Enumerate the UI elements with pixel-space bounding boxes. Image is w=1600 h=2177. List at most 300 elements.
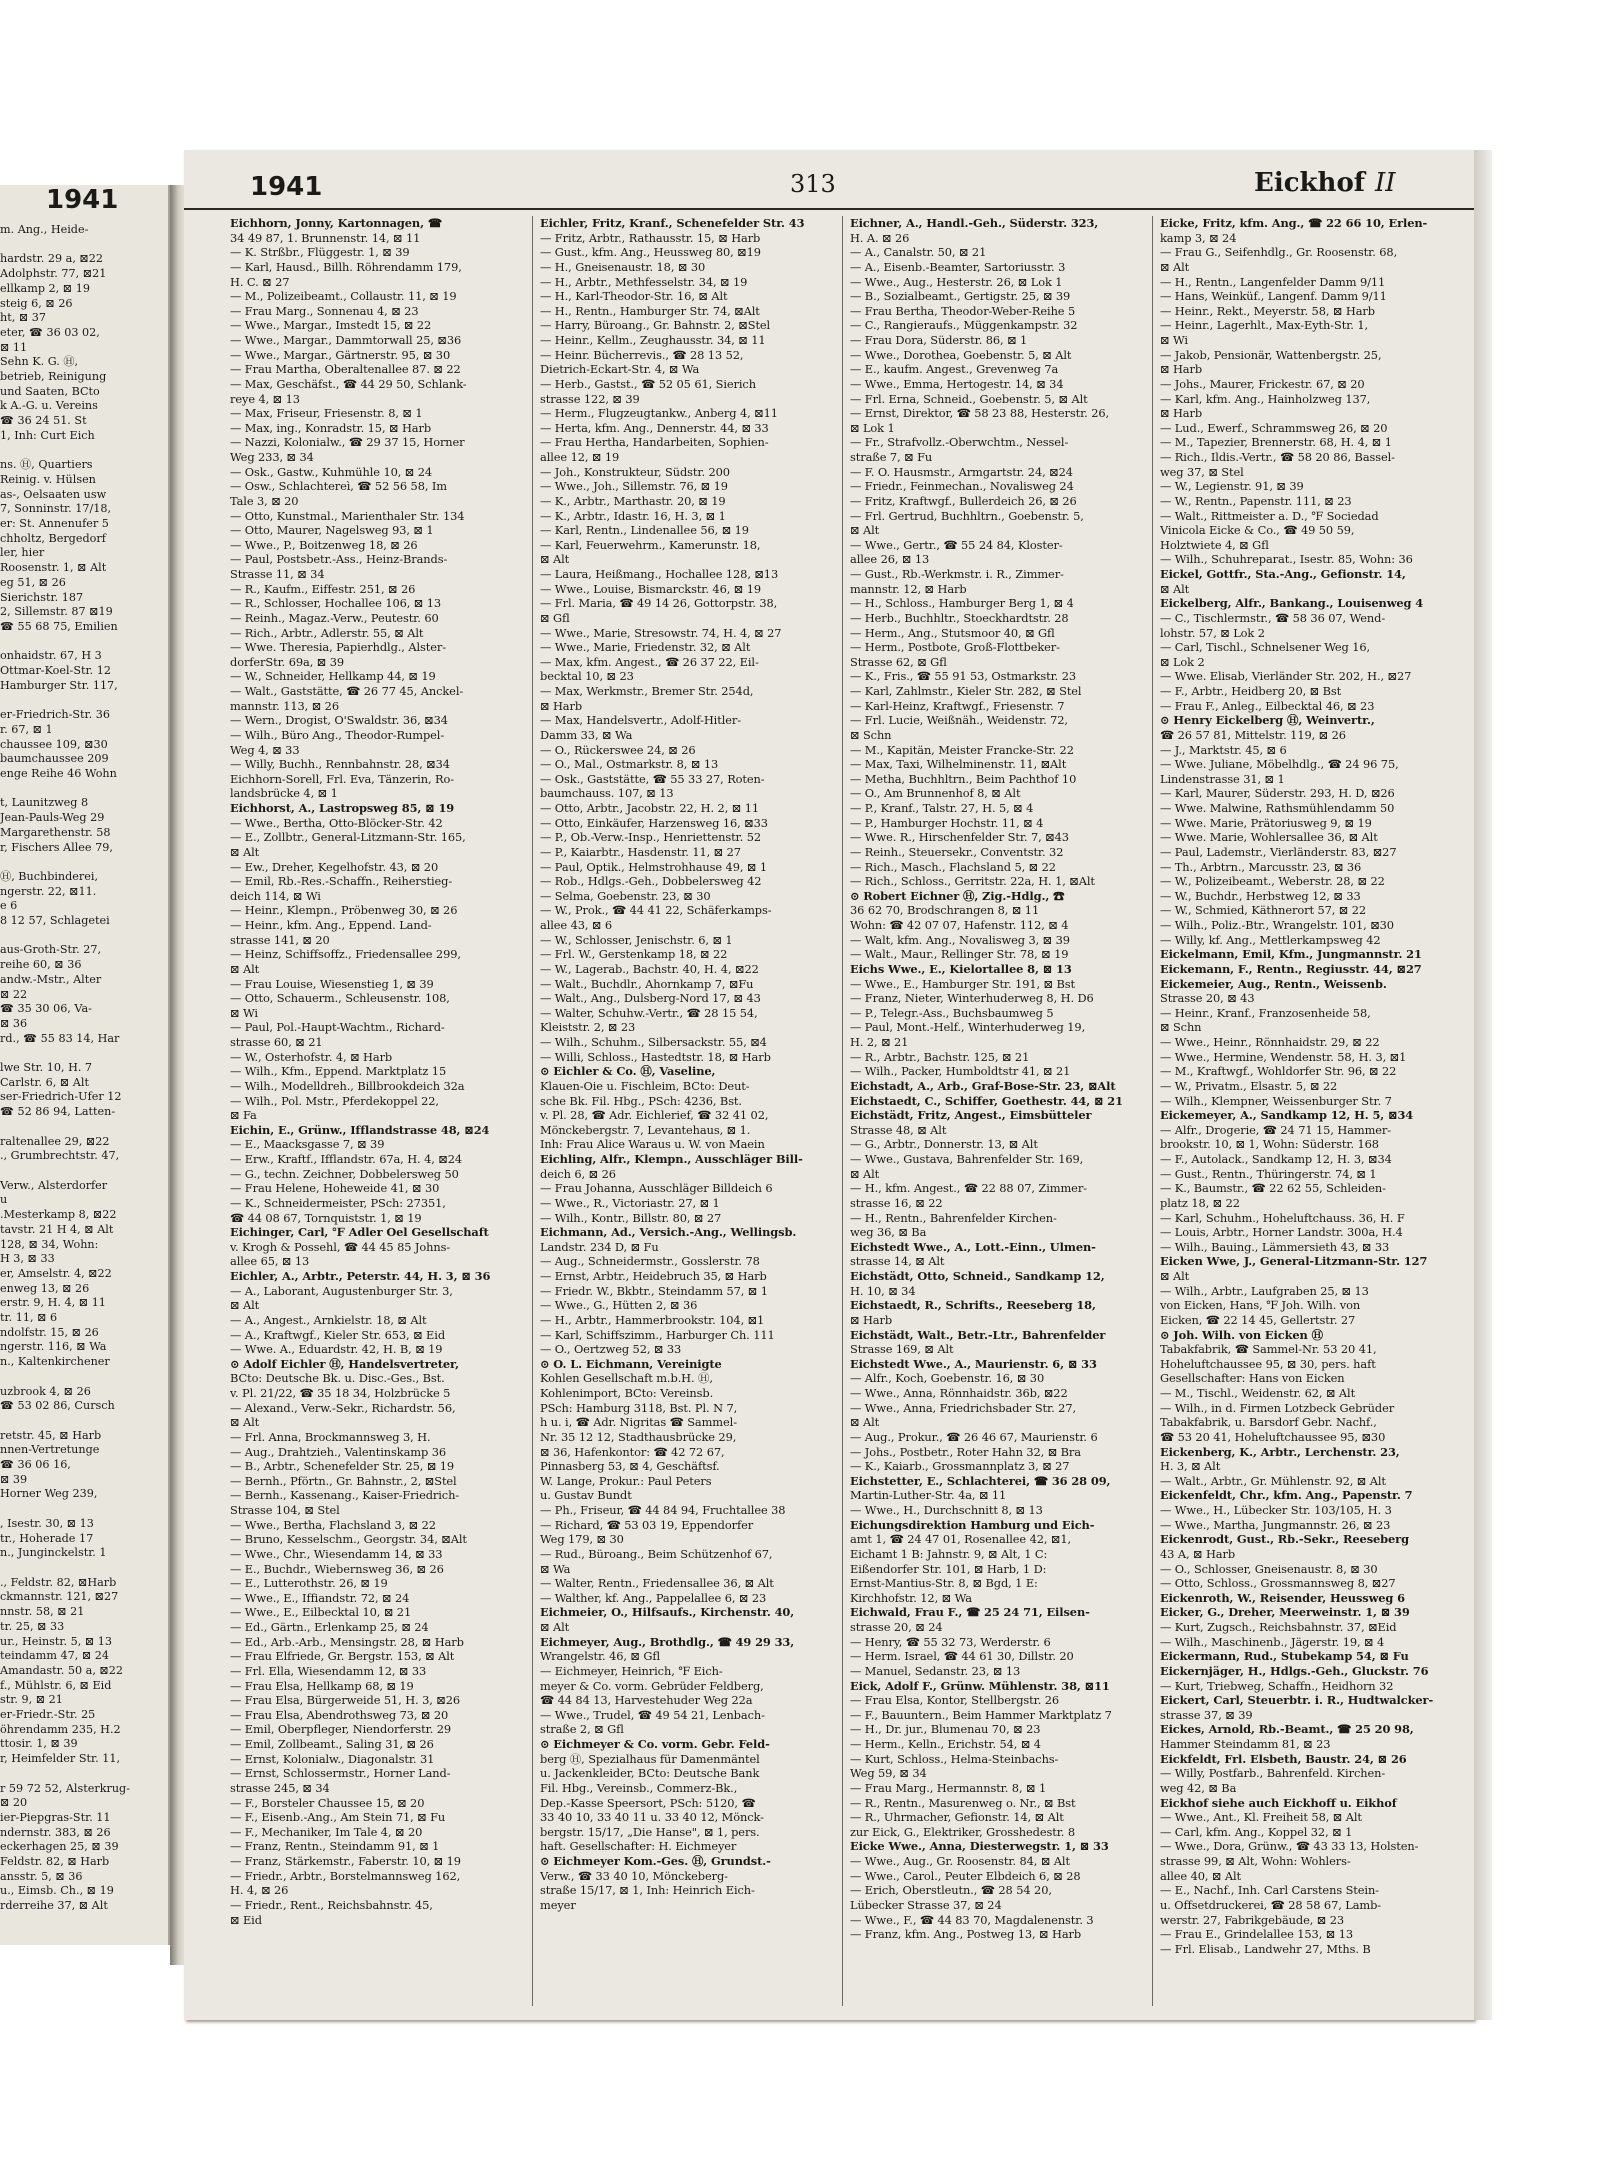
left-page-line: Feldstr. 82, ⊠ Harb (0, 1855, 110, 1869)
directory-entry-line: — M., Polizeibeamt., Collaustr. 11, ⊠ 19 (230, 289, 457, 304)
directory-entry-line: — Frau Louise, Wiesenstieg 1, ⊠ 39 (230, 976, 434, 991)
directory-entry-line: strasse 141, ⊠ 20 (230, 932, 330, 947)
directory-entry-line: — Heinr., kfm. Ang., Eppend. Land- (230, 918, 432, 932)
left-page-line: 128, ⊠ 34, Wohn: (0, 1237, 99, 1251)
directory-entry-line: — Walt., Maur., Rellinger Str. 78, ⊠ 19 (850, 947, 1069, 962)
left-page-line (0, 1370, 166, 1385)
directory-entry-line: — Frau G., Seifenhdlg., Gr. Roosenstr. 68, (1160, 245, 1398, 260)
directory-entry-line: Eickelmann, Emil, Kfm., Jungmannstr. 21 (1160, 947, 1422, 962)
directory-entry-line: ⊠ Gfl (540, 610, 570, 625)
directory-entry-line: — Wwe. Malwine, Rathsmühlendamm 50 (1160, 801, 1395, 815)
directory-entry-line: bergstr. 15/17, „Die Hanse", ⊠ 1, pers. (540, 1824, 760, 1839)
left-page-line: er-Friedrich-Str. 36 (0, 708, 111, 722)
directory-entry-line: — A., Kraftwgf., Kieler Str. 653, ⊠ Eid (230, 1327, 446, 1342)
left-page-line: hardstr. 29 a, ⊠22 (0, 252, 104, 266)
left-page-line: Horner Weg 239, (0, 1487, 98, 1501)
directory-entry-line: Kohlenimport, BCto: Vereinsb. (540, 1386, 714, 1400)
directory-entry-line: ⊙ Adolf Eichler Ⓗ, Handelsvertreter, (230, 1356, 459, 1371)
left-page-line (0, 1120, 166, 1135)
directory-entry-line: — Otto, Maurer, Nagelsweg 93, ⊠ 1 (230, 523, 434, 538)
directory-page (184, 150, 1474, 2020)
left-page-line: tr., Hoherade 17 (0, 1531, 94, 1545)
directory-entry-line: Dep.-Kasse Speersort, PSch: 5120, ☎ (540, 1795, 756, 1810)
directory-entry-line: Eickel, Gottfr., Sta.-Ang., Gefionstr. 14, (1160, 567, 1406, 581)
directory-entry-line: Lübecker Strasse 37, ⊠ 24 (850, 1897, 1002, 1912)
left-page-line: ⊠ 20 (0, 1796, 28, 1810)
directory-entry-line: — Herb., Buchhltr., Stoeckhardtstr. 28 (850, 610, 1069, 625)
directory-entry-line: ⊠ Alt (1160, 581, 1190, 596)
left-page-line: tr. 25, ⊠ 33 (0, 1619, 65, 1633)
directory-entry-line: — Wwe., E., Eilbecktal 10, ⊠ 21 (230, 1605, 412, 1620)
directory-entry-line: — R., Uhrmacher, Gefionstr. 14, ⊠ Alt (850, 1810, 1064, 1825)
directory-entry-line: — Wwe., Joh., Sillemstr. 76, ⊠ 19 (540, 479, 728, 494)
directory-entry-line: — Wwe., E., Hamburger Str. 191, ⊠ Bst (850, 976, 1076, 991)
directory-entry-line: — Wwe., Louise, Bismarckstr. 46, ⊠ 19 (540, 581, 762, 596)
directory-entry-line: — Wwe. Marie, Prätoriusweg 9, ⊠ 19 (1160, 815, 1372, 830)
directory-entry-line: — Wwe. Elisab, Vierländer Str. 202, H., ⊠27 (1160, 669, 1412, 684)
directory-entry-line: — Frau F., Anleg., Eilbecktal 46, ⊠ 23 (1160, 698, 1375, 713)
directory-entry-line: — Wilh., in d. Firmen Lotzbeck Gebrüder (1160, 1400, 1395, 1415)
directory-entry-line: — Otto, Kunstmal., Marienthaler Str. 134 (230, 508, 465, 523)
directory-entry-line: — Walter, Rentn., Friedensallee 36, ⊠ Alt (540, 1576, 774, 1591)
directory-entry-line: — Fr., Strafvollz.-Oberwchtm., Nessel- (850, 435, 1069, 450)
directory-entry-line: — Wwe., F., ☎ 44 83 70, Magdalenenstr. 3 (850, 1912, 1094, 1927)
directory-entry-line: — Heinr., Lagerhlt., Max-Eyth-Str. 1, (1160, 318, 1368, 333)
page-header (184, 150, 1474, 210)
directory-entry-line: ⊠ Harb (850, 1312, 893, 1327)
directory-entry-line: ⊠ Alt (230, 961, 260, 976)
directory-entry-line: — Max, ing., Konradstr. 15, ⊠ Harb (230, 420, 432, 435)
directory-entry-line: v. Krogh & Possehl, ☎ 44 45 85 Johns- (230, 1239, 451, 1254)
directory-entry-line: — F., Mechaniker, Im Tale 4, ⊠ 20 (230, 1824, 423, 1839)
directory-entry-line: — Lud., Ewerf., Schrammsweg 26, ⊠ 20 (1160, 420, 1388, 435)
directory-entry-line: — Frl. W., Gerstenkamp 18, ⊠ 22 (540, 947, 728, 962)
column-divider (532, 216, 533, 2006)
directory-entry-line: Wrangelstr. 46, ⊠ Gfl (540, 1649, 661, 1664)
directory-entry-line: Nr. 35 12 12, Stadthausbrücke 29, (540, 1429, 737, 1444)
directory-entry-line: — M., Kraftwgf., Wohldorfer Str. 96, ⊠ 22 (1160, 1064, 1397, 1079)
directory-entry-line: — O., Oertzweg 52, ⊠ 33 (540, 1342, 682, 1357)
directory-entry-line: — P., Kranf., Talstr. 27, H. 5, ⊠ 4 (850, 801, 1034, 815)
directory-entry-line: — Louis, Arbtr., Horner Landstr. 300a, H.4 (1160, 1225, 1403, 1240)
directory-entry-line: — Osw., Schlachtereì, ☎ 52 56 58, Im (230, 479, 447, 494)
directory-entry-line: ☎ 44 84 13, Harvestehuder Weg 22a (540, 1693, 753, 1708)
directory-entry-line: — Wwe., Martha, Jungmannstr. 26, ⊠ 23 (1160, 1517, 1391, 1532)
directory-entry-line: — Reinh., Magaz.-Verw., Peutestr. 60 (230, 610, 439, 625)
directory-entry-line: — Johs., Postbetr., Roter Hahn 32, ⊠ Bra (850, 1444, 1081, 1459)
directory-entry-line: Eickemeyer, A., Sandkamp 12, H. 5, ⊠34 (1160, 1108, 1414, 1123)
directory-entry-line: Kleiststr. 2, ⊠ 23 (540, 1020, 636, 1035)
directory-entry-line: — W., Schlosser, Jenischstr. 6, ⊠ 1 (540, 932, 733, 947)
left-page-line: nnen-Vertretunge (0, 1443, 100, 1457)
directory-entry-line: 36 62 70, Brodschrangen 8, ⊠ 11 (850, 903, 1040, 918)
directory-entry-line: Fil. Hbg., Vereinsb., Commerz-Bk., (540, 1780, 738, 1795)
directory-entry-line: landsbrücke 4, ⊠ 1 (230, 786, 338, 801)
directory-entry-line: — K., Arbtr., Marthastr. 20, ⊠ 19 (540, 493, 726, 508)
directory-entry-line: — Max, Werkmstr., Bremer Str. 254d, (540, 684, 754, 698)
directory-entry-line: meyer & Co. vorm. Gebrüder Feldberg, (540, 1678, 764, 1693)
directory-entry-line: ⊙ Robert Eichner Ⓗ, Zig.-Hdlg., ☎ (850, 888, 1065, 903)
left-page-line: Jean-Pauls-Weg 29 (0, 811, 105, 825)
directory-entry-line: — Wwe., H., Durchschnitt 8, ⊠ 13 (850, 1503, 1043, 1517)
directory-entry-line: — Paul, Lademstr., Vierländerstr. 83, ⊠27 (1160, 844, 1397, 859)
left-page-line: chholtz, Bergedorf (0, 531, 106, 545)
directory-entry-line: — Ernst, Schlossermstr., Horner Land- (230, 1766, 451, 1781)
left-page-line (0, 1767, 166, 1782)
directory-entry-line: Eichamt 1 B: Jahnstr. 9, ⊠ Alt, 1 C: (850, 1546, 1048, 1561)
directory-entry-line: ⊠ Alt (850, 1415, 880, 1430)
directory-entry-line: ⊙ Eichmeyer Kom.-Ges. Ⓗ, Grundst.- (540, 1854, 771, 1868)
directory-entry-line: Strasse 48, ⊠ Alt (850, 1122, 947, 1137)
left-page-line (0, 694, 166, 709)
left-page-line: ser-Friedrich-Ufer 12 (0, 1090, 122, 1104)
directory-entry-line: — W., Rentn., Papenstr. 111, ⊠ 23 (1160, 493, 1352, 508)
directory-entry-line: — Paul, Optik., Helmstrohhause 49, ⊠ 1 (540, 859, 767, 874)
directory-entry-line: — Heinr., Kranf., Franzosenheide 58, (1160, 1005, 1371, 1020)
left-page-line: aus-Groth-Str. 27, (0, 943, 102, 957)
directory-entry-line: Lindenstrasse 31, ⊠ 1 (1160, 771, 1285, 786)
directory-entry-line: — Laura, Heißmang., Hochallee 128, ⊠13 (540, 567, 779, 581)
left-page-line: ndolfstr. 15, ⊠ 26 (0, 1325, 99, 1339)
directory-entry-line: ⊙ Eichmeyer & Co. vorm. Gebr. Feld- (540, 1737, 770, 1751)
left-page-line: ☎ 35 30 06, Va- (0, 1002, 92, 1016)
directory-entry-line: Eichstaedt, R., Schrifts., Reeseberg 18, (850, 1298, 1096, 1313)
directory-entry-line: — Ew., Dreher, Kegelhofstr. 43, ⊠ 20 (230, 859, 439, 874)
directory-entry-line: Eickhof siehe auch Eickhoff u. Eikhof (1160, 1795, 1397, 1810)
directory-entry-line: — Wilh., Poliz.-Btr., Wrangelstr. 101, ⊠30 (1160, 918, 1394, 932)
directory-entry-line: — Herm., Ang., Stutsmoor 40, ⊠ Gfl (850, 625, 1055, 640)
directory-entry-line: straße 15/17, ⊠ 1, Inh: Heinrich Eich- (540, 1883, 755, 1898)
left-page-line: ckmannstr. 121, ⊠27 (0, 1590, 119, 1604)
directory-entry-line: ⊠ Alt (1160, 1269, 1190, 1283)
directory-entry-line: — Frau Elsa, Bürgerweide 51, H. 3, ⊠26 (230, 1693, 460, 1708)
left-page-line: Verw., Alsterdorfer (0, 1178, 108, 1192)
directory-entry-line: — Ed., Arb.-Arb., Mensingstr. 28, ⊠ Harb (230, 1634, 464, 1649)
directory-entry-line: Strasse 169, ⊠ Alt (850, 1342, 954, 1357)
directory-entry-line: Eichhorst, A., Lastropsweg 85, ⊠ 19 (230, 801, 455, 815)
left-page-line: enweg 13, ⊠ 26 (0, 1281, 90, 1295)
left-page-line (0, 444, 166, 459)
directory-entry-line: — R., Schlosser, Hochallee 106, ⊠ 13 (230, 596, 442, 611)
directory-entry-line: — Walt., Buchdlr., Ahornkamp 7, ⊠Fu (540, 976, 754, 991)
directory-column-4 (1160, 216, 1456, 1996)
directory-entry-line: u. Gustav Bundt (540, 1488, 632, 1503)
directory-entry-line: — H., Dr. jur., Blumenau 70, ⊠ 23 (850, 1722, 1041, 1737)
directory-entry-line: — Max, Handelsvertr., Adolf-Hitler- (540, 713, 741, 728)
directory-entry-line: — Paul, Mont.-Helf., Winterhuderweg 19, (850, 1020, 1086, 1035)
left-page-year: 1941 (46, 185, 119, 215)
directory-entry-line: Eichstedt Wwe., A., Maurienstr. 6, ⊠ 33 (850, 1356, 1097, 1371)
left-page-line: uzbrook 4, ⊠ 26 (0, 1384, 91, 1398)
directory-entry-line: H. C. ⊠ 27 (230, 274, 290, 289)
directory-entry-line: allee 43, ⊠ 6 (540, 918, 613, 932)
directory-entry-line: — Wilh., Bauing., Lämmersieth 43, ⊠ 33 (1160, 1239, 1390, 1254)
left-page-line: tr. 11, ⊠ 6 (0, 1311, 58, 1325)
directory-entry-line: Weg 4, ⊠ 33 (230, 742, 300, 757)
directory-entry-line: — Friedr., Feinmechan., Novalisweg 24 (850, 479, 1074, 494)
directory-entry-line: — Nazzi, Kolonialw., ☎ 29 37 15, Horner (230, 435, 465, 450)
directory-entry-line: v. Pl. 21/22, ☎ 35 18 34, Holzbrücke 5 (230, 1386, 451, 1400)
directory-entry-line: — W., Polizeibeamt., Weberstr. 28, ⊠ 22 (1160, 874, 1385, 889)
directory-entry-line: Eichstädt, Fritz, Angest., Eimsbütteler (850, 1108, 1092, 1123)
directory-entry-line: — Th., Arbtrn., Marcusstr. 23, ⊠ 36 (1160, 859, 1362, 874)
directory-entry-line: strasse 60, ⊠ 21 (230, 1035, 323, 1049)
left-page-line: r, Fischers Allee 79, (0, 840, 113, 854)
directory-entry-line: — Wwe., H., Lübecker Str. 103/105, H. 3 (1160, 1503, 1392, 1517)
directory-entry-line: — Wern., Drogist, O'Swaldstr. 36, ⊠34 (230, 713, 448, 728)
directory-entry-line: — E., Maacksgasse 7, ⊠ 39 (230, 1137, 385, 1152)
left-page-line: ler, hier (0, 546, 45, 560)
directory-entry-line: — Frau Elsa, Kontor, Stellbergstr. 26 (850, 1693, 1060, 1708)
directory-entry-line: — Emil, Oberpfleger, Niendorferstr. 29 (230, 1722, 452, 1737)
column-divider (1152, 216, 1153, 2006)
directory-entry-line: ⊠ Alt (540, 552, 570, 567)
directory-entry-line: Holztwiete 4, ⊠ Gfl (1160, 537, 1269, 552)
directory-entry-line: — Wilh., Büro Ang., Theodor-Rumpel- (230, 727, 445, 742)
directory-entry-line: — M., Tischl., Weidenstr. 62, ⊠ Alt (1160, 1386, 1356, 1400)
directory-entry-line: — Herb., Gastst., ☎ 52 05 61, Sierich (540, 376, 756, 391)
left-page-line: ttosir. 1, ⊠ 39 (0, 1737, 78, 1751)
directory-entry-line: — Walther, kf. Ang., Pappelallee 6, ⊠ 23 (540, 1590, 767, 1605)
directory-entry-line: Verw., ☎ 33 40 10, Mönckeberg- (540, 1868, 728, 1883)
directory-entry-line: deich 114, ⊠ Wi (230, 888, 321, 903)
directory-entry-line: becktal 10, ⊠ 23 (540, 669, 634, 684)
directory-entry-line: — Wilh., Modelldreh., Billbrookdeich 32a (230, 1078, 465, 1093)
directory-entry-line: ⊠ Harb (1160, 406, 1203, 421)
directory-entry-line: — Frau Helene, Hoheweide 41, ⊠ 30 (230, 1181, 440, 1196)
directory-entry-line: — Alfr., Koch, Goebenstr. 16, ⊠ 30 (850, 1371, 1045, 1386)
left-page-line: eg 51, ⊠ 26 (0, 575, 66, 589)
directory-entry-line: — Jakob, Pensionär, Wattenbergstr. 25, (1160, 347, 1382, 362)
directory-entry-line: — Karl, kfm. Ang., Hainholzweg 137, (1160, 391, 1371, 406)
left-page-line: 8 12 57, Schlagetei (0, 914, 110, 928)
directory-entry-line: Eickenrodt, Gust., Rb.-Sekr., Reeseberg (1160, 1532, 1409, 1547)
directory-entry-line: Kohlen Gesellschaft m.b.H. Ⓗ, (540, 1371, 713, 1386)
directory-entry-line: — F., Bauuntern., Beim Hammer Marktplatz 7 (850, 1707, 1112, 1722)
directory-entry-line: — Fritz, Kraftwgf., Bullerdeich 26, ⊠ 26 (850, 493, 1077, 508)
directory-entry-line: — F., Borsteler Chaussee 15, ⊠ 20 (230, 1795, 425, 1810)
left-page-line: ☎ 36 06 16, (0, 1458, 71, 1472)
directory-entry-line: ⊠ Eid (230, 1912, 262, 1927)
left-page-line: 1, Inh: Curt Eich (0, 428, 95, 442)
directory-entry-line: — Herm., Postbote, Groß-Flottbeker- (850, 640, 1060, 655)
directory-entry-line: — H., Rentn., Langenfelder Damm 9/11 (1160, 274, 1386, 289)
directory-entry-line: — Aug., Schneidermstr., Gosslerstr. 78 (540, 1254, 760, 1269)
left-page-line: u., Eimsb. Ch., ⊠ 19 (0, 1884, 114, 1898)
directory-entry-line: ⊠ Alt (1160, 259, 1190, 274)
directory-entry-line: — R., Arbtr., Bachstr. 125, ⊠ 21 (850, 1049, 1030, 1064)
directory-entry-line: Vinicola Eicke & Co., ☎ 49 50 59, (1160, 523, 1355, 538)
directory-entry-line: — Karl-Heinz, Kraftwgf., Friesenstr. 7 (850, 698, 1065, 713)
directory-entry-line: — Wilh., Kontr., Billstr. 80, ⊠ 27 (540, 1210, 722, 1225)
directory-entry-line: straße 7, ⊠ Fu (850, 450, 933, 464)
directory-entry-line: — Ed., Gärtn., Erlenkamp 25, ⊠ 24 (230, 1620, 429, 1634)
directory-entry-line: — Wwe., Anna, Rönnhaidstr. 36b, ⊠22 (850, 1386, 1068, 1400)
directory-entry-line: — Gust., kfm. Ang., Heussweg 80, ⊠19 (540, 245, 761, 260)
directory-entry-line: — Frau Elsa, Abendrothsweg 73, ⊠ 20 (230, 1707, 449, 1722)
directory-entry-line: — F., Arbtr., Heidberg 20, ⊠ Bst (1160, 684, 1342, 698)
directory-entry-line: — Wilh., Packer, Humboldtstr 41, ⊠ 21 (850, 1064, 1071, 1079)
directory-entry-line: ⊠ Alt (850, 1166, 880, 1181)
directory-entry-line: — R., Rentn., Masurenweg o. Nr., ⊠ Bst (850, 1795, 1076, 1810)
directory-entry-line: — Wwe., Margar., Dammtorwall 25, ⊠36 (230, 333, 462, 347)
directory-entry-line: — Wwe. R., Hirschenfelder Str. 7, ⊠43 (850, 830, 1069, 845)
left-page-line: n., Kaltenkirchener (0, 1355, 110, 1369)
left-page-line: 7, Sonninstr. 17/18, (0, 502, 112, 516)
directory-entry-line: ⊠ Fa (230, 1108, 257, 1123)
directory-entry-line: — Wwe., Gustava, Bahrenfelder Str. 169, (850, 1152, 1084, 1166)
directory-entry-line: — Frau Dora, Süderstr. 86, ⊠ 1 (850, 333, 1028, 347)
left-page-line: ☎ 36 24 51. St (0, 414, 87, 428)
left-page-line: ellkamp 2, ⊠ 19 (0, 281, 90, 295)
directory-entry-line: — K., Fris., ☎ 55 91 53, Ostmarkstr. 23 (850, 669, 1077, 684)
directory-entry-line: — Wwe., R., Victoriastr. 27, ⊠ 1 (540, 1195, 720, 1210)
left-page-line: enge Reihe 46 Wohn (0, 767, 117, 781)
directory-entry-line: Tale 3, ⊠ 20 (230, 493, 299, 508)
directory-entry-line: — W., Prok., ☎ 44 41 22, Schäferkamps- (540, 903, 772, 918)
left-page-line (0, 929, 166, 944)
directory-entry-line: ⊠ 36, Hafenkontor: ☎ 42 72 67, (540, 1444, 725, 1459)
directory-entry-line: — Rich., Masch., Flachsland 5, ⊠ 22 (850, 859, 1056, 874)
left-page-text (0, 223, 166, 1914)
directory-entry-line: werstr. 27, Fabrikgebäude, ⊠ 23 (1160, 1912, 1345, 1927)
left-page-line: k A.-G. u. Vereins (0, 399, 98, 413)
directory-entry-line: — A., Eisenb.-Beamter, Sartoriusstr. 3 (850, 259, 1066, 274)
directory-entry-line: — Wwe. Juliane, Möbelhdlg., ☎ 24 96 75, (1160, 757, 1399, 772)
directory-entry-line: — Rich., Ildis.-Vertr., ☎ 58 20 86, Bassel- (1160, 450, 1395, 464)
directory-entry-line: — Aug., Prokur., ☎ 26 46 67, Maurienstr. 6 (850, 1429, 1098, 1444)
directory-entry-line: — Wwe., P., Boitzenweg 18, ⊠ 26 (230, 537, 418, 552)
directory-entry-line: ⊠ Harb (540, 698, 583, 713)
directory-entry-line: — Willy, Postfarb., Bahrenfeld. Kirchen- (1160, 1766, 1386, 1781)
directory-entry-line: H. 10, ⊠ 34 (850, 1283, 916, 1298)
directory-entry-line: — K. Strßbr., Flüggestr. 1, ⊠ 39 (230, 245, 410, 260)
directory-entry-line: — A., Angest., Arnkielstr. 18, ⊠ Alt (230, 1312, 427, 1327)
directory-entry-line: — Wwe., Marie, Friedenstr. 32, ⊠ Alt (540, 640, 751, 655)
directory-entry-line: — Friedr. W., Bkbtr., Steindamm 57, ⊠ 1 (540, 1283, 768, 1298)
directory-entry-line: ⊙ Henry Eickelberg Ⓗ, Weinvertr., (1160, 713, 1375, 728)
directory-entry-line: Wohn: ☎ 42 07 07, Hafenstr. 112, ⊠ 4 (850, 918, 1069, 932)
directory-entry-line: — Osk., Gastw., Kuhmühle 10, ⊠ 24 (230, 464, 433, 479)
directory-entry-line: BCto: Deutsche Bk. u. Disc.-Ges., Bst. (230, 1371, 445, 1386)
directory-entry-line: — P., Telegr.-Ass., Buchsbaumweg 5 (850, 1005, 1054, 1020)
directory-entry-line: — R., Kaufm., Eiffestr. 251, ⊠ 26 (230, 581, 416, 596)
directory-entry-line: — W., Schneider, Hellkamp 44, ⊠ 19 (230, 669, 436, 684)
directory-entry-line: amt 1, ☎ 24 47 01, Rosenallee 42, ⊠1, (850, 1532, 1072, 1547)
directory-entry-line: Eichling, Alfr., Klempn., Ausschläger Bill- (540, 1152, 803, 1166)
directory-entry-line: Eichstadt, A., Arb., Graf-Bose-Str. 23, ⊠Alt (850, 1078, 1116, 1093)
directory-entry-line: — Karl, Zahlmstr., Kieler Str. 282, ⊠ Stel (850, 684, 1082, 698)
directory-entry-line: — E., Zollbtr., General-Litzmann-Str. 165, (230, 830, 466, 845)
directory-entry-line: strasse 37, ⊠ 39 (1160, 1707, 1253, 1722)
directory-entry-line: — C., Rangieraufs., Müggenkampstr. 32 (850, 318, 1078, 333)
directory-entry-line: Weg 179, ⊠ 30 (540, 1532, 624, 1547)
book-gutter (170, 185, 184, 1965)
directory-entry-line: Eicken, ☎ 22 14 45, Gellertstr. 27 (1160, 1312, 1356, 1327)
left-page-line: ns. Ⓗ, Quartiers (0, 458, 93, 472)
left-page-line: 2, Sillemstr. 87 ⊠19 (0, 605, 113, 619)
directory-entry-line: ⊙ Eichler & Co. Ⓗ, Vaseline, (540, 1064, 716, 1079)
directory-entry-line: dorferStr. 69a, ⊠ 39 (230, 654, 344, 669)
directory-entry-line: Eichwald, Frau F., ☎ 25 24 71, Eilsen- (850, 1605, 1090, 1620)
directory-entry-line: ☎ 26 57 81, Mittelstr. 119, ⊠ 26 (1160, 727, 1346, 742)
directory-entry-line: — K., Kaiarb., Grossmannplatz 3, ⊠ 27 (850, 1459, 1070, 1474)
directory-entry-line: strasse 14, ⊠ Alt (850, 1254, 945, 1269)
directory-entry-line: — Heinr., Klempn., Pröbenweg 30, ⊠ 26 (230, 903, 458, 918)
directory-entry-line: — Frl. Maria, ☎ 49 14 26, Gottorpstr. 38, (540, 596, 778, 611)
left-page-line: f., Mühlstr. 6, ⊠ Eid (0, 1678, 112, 1692)
directory-entry-line: Eißendorfer Str. 101, ⊠ Harb, 1 D: (850, 1561, 1047, 1576)
directory-entry-line: — M., Kapitän, Meister Francke-Str. 22 (850, 742, 1074, 757)
directory-entry-line: Eickemeier, Aug., Rentn., Weissenb. (1160, 976, 1387, 991)
directory-entry-line: — Wilh., Schuhm., Silbersackstr. 55, ⊠4 (540, 1035, 767, 1049)
directory-entry-line: — Karl, Schiffszimm., Harburger Ch. 111 (540, 1327, 775, 1342)
directory-entry-line: — Wwe., Emma, Hertogestr. 14, ⊠ 34 (850, 376, 1064, 391)
left-page-line: er-Friedr.-Str. 25 (0, 1708, 96, 1722)
directory-entry-line: Eichmeier, O., Hilfsaufs., Kirchenstr. 40, (540, 1605, 795, 1620)
directory-entry-line: — Gust., Rentn., Thüringerstr. 74, ⊠ 1 (1160, 1166, 1377, 1181)
directory-entry-line: Eickemann, F., Rentn., Regiusstr. 44, ⊠27 (1160, 961, 1422, 976)
directory-entry-line: weg 37, ⊠ Stel (1160, 464, 1244, 479)
directory-entry-line: u. Jackenkleider, BCto: Deutsche Bank (540, 1766, 760, 1781)
left-page-line: n., Junginckelstr. 1 (0, 1546, 107, 1560)
directory-entry-line: — O., Mal., Ostmarkstr. 8, ⊠ 13 (540, 757, 719, 772)
header-year: 1941 (250, 172, 323, 202)
directory-entry-line: — W., Buchdr., Herbstweg 12, ⊠ 33 (1160, 888, 1361, 903)
directory-entry-line: — C., Tischlermstr., ☎ 58 36 07, Wend- (1160, 610, 1386, 625)
directory-entry-line: weg 36, ⊠ Ba (850, 1225, 927, 1240)
directory-entry-line: — H., Gneisenaustr. 18, ⊠ 30 (540, 259, 706, 274)
directory-entry-line: — A., Laborant, Augustenburger Str. 3, (230, 1283, 453, 1298)
directory-entry-line: — Heinr., Kellm., Zeughausstr. 34, ⊠ 11 (540, 333, 766, 347)
directory-entry-line: lohstr. 57, ⊠ Lok 2 (1160, 625, 1265, 640)
left-page-line: er: St. Annenufer 5 (0, 517, 109, 531)
directory-entry-line: Klauen-Oie u. Fischleim, BCto: Deut- (540, 1078, 750, 1093)
left-page-line (0, 635, 166, 650)
directory-entry-line: — Wwe., Margar., Imstedt 15, ⊠ 22 (230, 318, 432, 333)
left-page-line: u (0, 1193, 8, 1207)
left-page-line: H 3, ⊠ 33 (0, 1252, 55, 1266)
directory-entry-line: — E., kaufm. Angest., Grevenweg 7a (850, 362, 1059, 377)
directory-entry-line: — Wwe., Hermine, Wendenstr. 58, H. 3, ⊠1 (1160, 1049, 1407, 1064)
directory-entry-line: — Frau Johanna, Ausschläger Billdeich 6 (540, 1181, 773, 1196)
directory-entry-line: — Ernst, Direktor, ☎ 58 23 88, Hesterstr. 26, (850, 406, 1110, 421)
directory-entry-line: platz 18, ⊠ 22 (1160, 1195, 1240, 1210)
directory-entry-line: ⊠ Alt (230, 844, 260, 859)
directory-entry-line: ⊠ Schn (850, 727, 892, 742)
directory-entry-line: — Joh., Konstrukteur, Südstr. 200 (540, 464, 730, 479)
left-page-line: Ottmar-Koel-Str. 12 (0, 664, 111, 678)
left-page-line (0, 855, 166, 870)
directory-entry-line: Eichstädt, Walt., Betr.-Ltr., Bahrenfelder (850, 1327, 1106, 1342)
left-page-line: chaussee 109, ⊠30 (0, 737, 108, 751)
left-page-line: Roosenstr. 1, ⊠ Alt (0, 561, 107, 575)
directory-entry-line: Ernst-Mantius-Str. 8, ⊠ Bgd, 1 E: (850, 1576, 1038, 1591)
directory-entry-line: — Wilh., Arbtr., Laufgraben 25, ⊠ 13 (1160, 1283, 1369, 1298)
directory-entry-line: Strasse 104, ⊠ Stel (230, 1503, 340, 1517)
left-page-line: rd., ☎ 55 83 14, Har (0, 1031, 120, 1045)
directory-entry-line: Tabakfabrik, ☎ Sammel-Nr. 53 20 41, (1160, 1342, 1377, 1357)
directory-entry-line: — Bruno, Kesselschm., Georgstr. 34, ⊠Alt (230, 1532, 467, 1547)
directory-entry-line: Mönckebergstr. 7, Levantehaus, ⊠ 1. (540, 1122, 751, 1137)
directory-entry-line: — E., Lutterothstr. 26, ⊠ 19 (230, 1576, 388, 1591)
directory-column-1 (230, 216, 526, 1996)
left-page-line: Amandastr. 50 a, ⊠22 (0, 1663, 124, 1677)
directory-column-2 (540, 216, 836, 1996)
directory-entry-line: — Wwe., Dora, Grünw., ☎ 43 33 13, Holsten- (1160, 1839, 1419, 1854)
directory-entry-line: — Harry, Büroang., Gr. Bahnstr. 2, ⊠Stel (540, 318, 771, 333)
directory-entry-line: ⊠ Alt (230, 1415, 260, 1430)
